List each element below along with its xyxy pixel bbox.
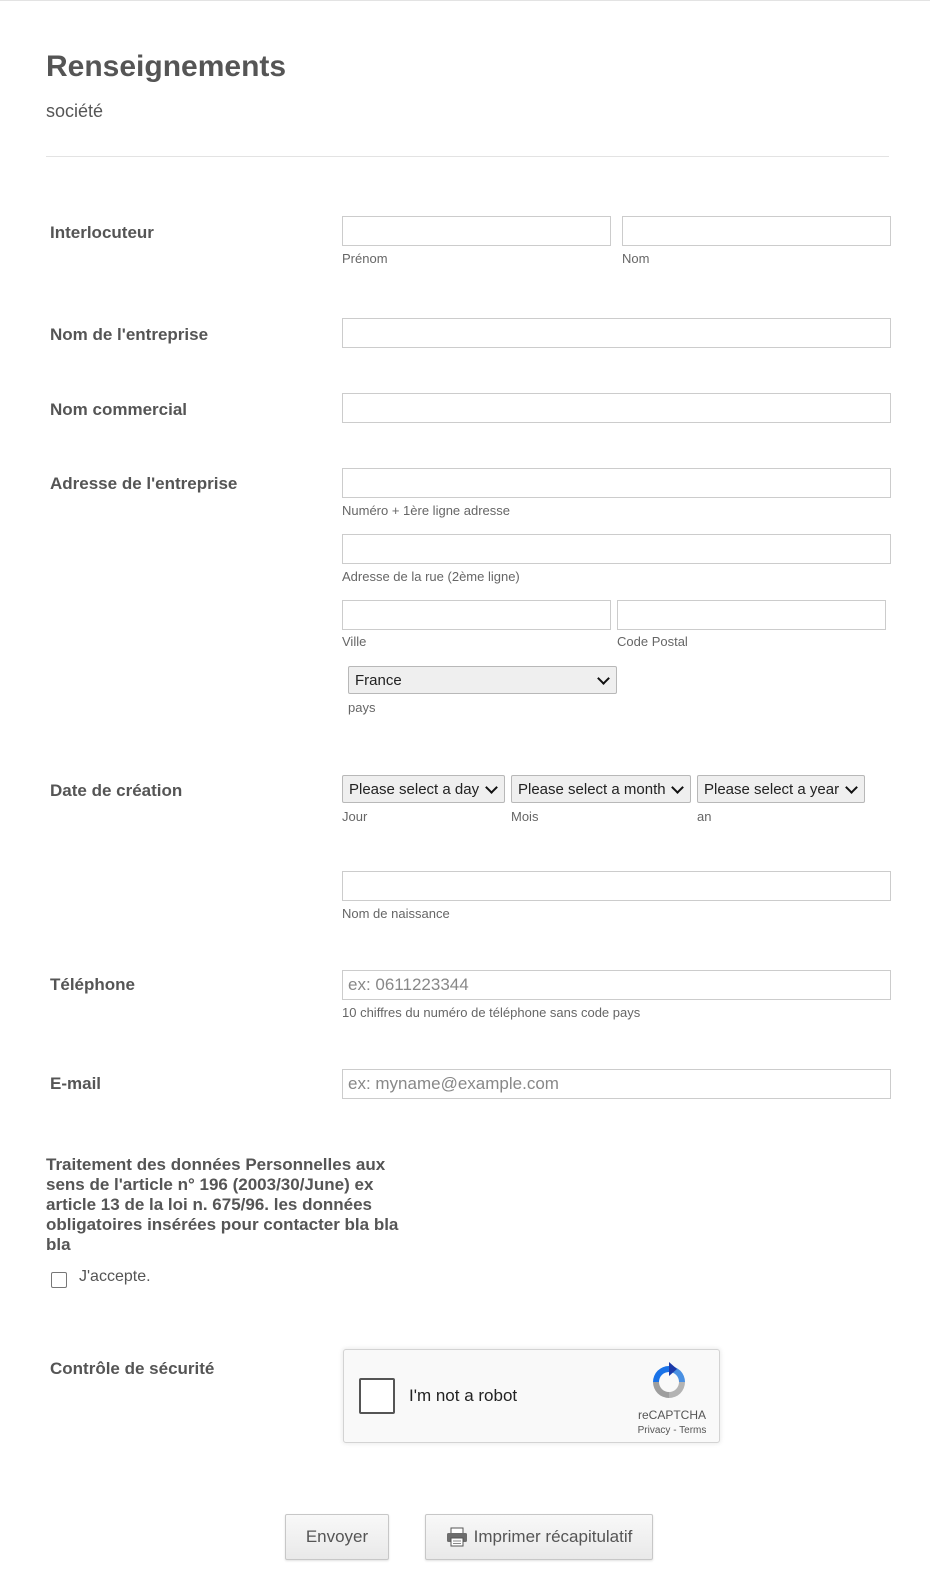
trade-name-label: Nom commercial xyxy=(50,400,187,419)
recaptcha-brand: reCAPTCHA xyxy=(637,1408,706,1422)
consent-text: Traitement des données Personnelles aux sens de l'article n° 196 (2003/30/June) ex article 13 de la loi n. 675/96. les données obligatoires insérées pour contacter bla bla bla xyxy=(46,1155,399,1254)
birth-name-sublabel: Nom de naissance xyxy=(342,906,450,921)
country-select[interactable] xyxy=(348,666,617,694)
birth-name-input[interactable] xyxy=(342,871,891,901)
print-summary-label: Imprimer récapitulatif xyxy=(473,1527,633,1546)
creation-date-label: Date de création xyxy=(50,781,183,800)
recaptcha-widget xyxy=(343,1349,720,1443)
page-title: Renseignements xyxy=(46,50,287,83)
month-sublabel: Mois xyxy=(511,809,539,824)
city-sublabel: Ville xyxy=(342,634,367,649)
postal-code-input[interactable] xyxy=(617,600,886,630)
last-name-sublabel: Nom xyxy=(622,251,650,266)
address-line1-sublabel: Numéro + 1ère ligne adresse xyxy=(342,503,511,518)
first-name-sublabel: Prénom xyxy=(342,251,388,266)
recaptcha-checkbox[interactable] xyxy=(359,1378,395,1414)
address-label: Adresse de l'entreprise xyxy=(50,474,238,493)
month-select-value: Please select a month xyxy=(518,780,666,798)
phone-sublabel: 10 chiffres du numéro de téléphone sans code pays xyxy=(342,1005,641,1020)
security-label: Contrôle de sécurité xyxy=(50,1359,215,1378)
chevron-down-icon xyxy=(484,782,498,796)
year-sublabel: an xyxy=(697,809,712,824)
email-label: E-mail xyxy=(50,1074,102,1093)
city-input[interactable] xyxy=(342,600,611,630)
year-select[interactable] xyxy=(697,775,865,803)
consent-checkbox[interactable] xyxy=(51,1272,67,1288)
printer-icon xyxy=(446,1527,468,1547)
recaptcha-logo-icon xyxy=(649,1362,689,1402)
recaptcha-links[interactable]: Privacy - Terms xyxy=(637,1425,707,1436)
phone-input[interactable] xyxy=(342,970,891,1000)
country-sublabel: pays xyxy=(348,700,376,715)
year-select-value: Please select a year xyxy=(704,780,840,798)
phone-label: Téléphone xyxy=(50,975,136,994)
postal-code-sublabel: Code Postal xyxy=(617,634,688,649)
day-select-value: Please select a day xyxy=(349,780,480,798)
recaptcha-label: I'm not a robot xyxy=(409,1386,518,1405)
trade-name-input[interactable] xyxy=(342,393,891,423)
country-select-value: France xyxy=(355,671,402,689)
consent-checkbox-label[interactable]: J'accepte. xyxy=(79,1268,151,1285)
address-line1-input[interactable] xyxy=(342,468,891,498)
chevron-down-icon xyxy=(844,782,858,796)
top-border xyxy=(0,0,930,1)
first-name-input[interactable] xyxy=(342,216,611,246)
chevron-down-icon xyxy=(596,673,610,687)
submit-button[interactable]: Envoyer xyxy=(285,1514,389,1560)
day-select[interactable] xyxy=(342,775,505,803)
company-name-label: Nom de l'entreprise xyxy=(50,325,209,344)
last-name-input[interactable] xyxy=(622,216,891,246)
month-select[interactable] xyxy=(511,775,691,803)
print-summary-button[interactable] xyxy=(425,1514,653,1560)
email-input[interactable] xyxy=(342,1069,891,1099)
company-name-input[interactable] xyxy=(342,318,891,348)
address-line2-sublabel: Adresse de la rue (2ème ligne) xyxy=(342,569,520,584)
interlocuteur-label: Interlocuteur xyxy=(50,223,154,242)
address-line2-input[interactable] xyxy=(342,534,891,564)
page-subtitle: société xyxy=(46,101,104,121)
header-divider xyxy=(46,156,889,157)
chevron-down-icon xyxy=(670,782,684,796)
day-sublabel: Jour xyxy=(342,809,368,824)
